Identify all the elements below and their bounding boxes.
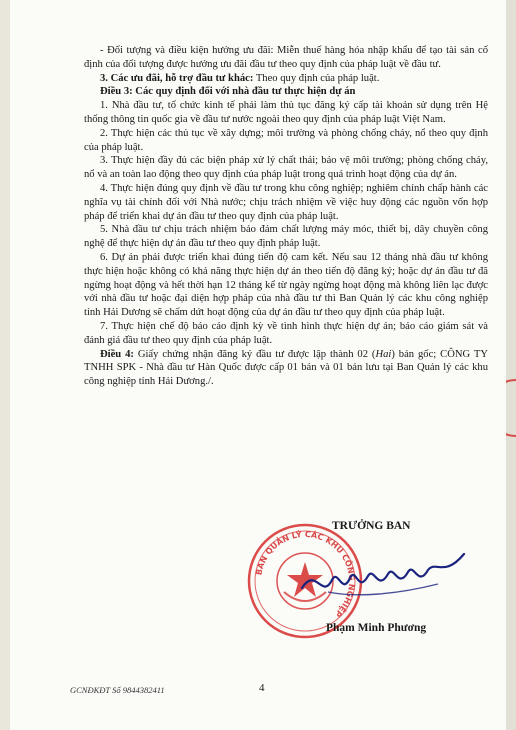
paragraph-item-3: 3. Thực hiện đầy đủ các biện pháp xử lý chất thải; bảo vệ môi trường; phòng chống cháy, nổ và an toàn lao động theo quy định của pháp luật trong quá trình hoạt động của dự án.: [84, 155, 488, 181]
seal-text: BAN QUẢN LÝ CÁC KHU CÔNG NGHIỆP: [254, 529, 357, 619]
document-body: [84, 44, 488, 389]
paragraph-item-7: 7. Thực hiện chế độ báo cáo định kỳ về tình hình thực hiện dự án; báo cáo giám sát và đánh giá đầu tư theo quy định của pháp luật.: [84, 320, 488, 346]
other-incentives-heading: 3. Các ưu đãi, hỗ trợ đầu tư khác:: [100, 72, 254, 84]
article-4-paragraph: [84, 348, 488, 389]
page-number: 4: [259, 682, 265, 694]
article-4-heading: Điều 4:: [100, 348, 134, 360]
paragraph-tax-exemption: - Đối tượng và điều kiện hưởng ưu đãi: Miễn thuế hàng hóa nhập khẩu để tạo tài sản cố định của đối tượng được hưởng ưu đãi đầu tư theo quy định của pháp luật về đầu tư.: [84, 45, 488, 70]
certificate-number: GCNĐKĐT Số 9844382411: [70, 685, 165, 695]
paragraph-item-2: 2. Thực hiện các thủ tục về xây dựng; môi trường và phòng chống cháy, nổ theo quy định của pháp luật.: [84, 127, 488, 153]
edge-seal-fragment-icon: [506, 378, 516, 438]
paragraph-item-1: 1. Nhà đầu tư, tổ chức kinh tế phải làm thủ tục đăng ký cấp tài khoản sử dụng trên Hệ thống thông tin quốc gia về đầu tư nước ngoài theo quy định của pháp luật Việt Nam.: [84, 100, 488, 125]
article-4-text-b: ) bản gốc; CÔNG TY TNHH SPK - Nhà đầu tư Hàn Quốc được cấp 01 bản và 01 bản lưu tại Ban Quản lý các khu công nghiệp tỉnh Hải Dương./.: [84, 348, 488, 388]
handwritten-signature-icon: [298, 548, 468, 608]
paragraph-item-6: 6. Dự án phải được triển khai đúng tiến độ cam kết. Nếu sau 12 tháng nhà đầu tư không thực hiện hoặc không có khả năng thực hiện dự án theo tiến độ đăng ký; hoặc dự án đầu tư đã ngừng hoạt động và hết thời hạn 12 tháng kể từ ngày ngừng hoạt động mà không liên lạc được với nhà đầu tư hoặc đại diện hợp pháp của nhà đầu tư thì Ban Quản lý các khu công nghiệp tỉnh Hải Dương sẽ chấm dứt hoạt động của dự án đầu tư theo quy định của pháp luật.: [84, 251, 488, 319]
signatory-title: TRƯỞNG BAN: [332, 520, 411, 532]
paragraph-item-5: 5. Nhà đầu tư chịu trách nhiệm bảo đảm chất lượng máy móc, thiết bị, dây chuyền công nghệ để thực hiện dự án đầu tư theo quy định pháp luật.: [84, 224, 488, 250]
signatory-name: Phạm Minh Phương: [326, 622, 427, 634]
article-3-heading: Điều 3: Các quy định đối với nhà đầu tư thực hiện dự án: [100, 86, 356, 98]
article-4-text-a: Giấy chứng nhận đăng ký đầu tư được lập thành 02 (: [133, 348, 376, 360]
article-4-text-italic: Hai: [375, 348, 392, 360]
other-incentives-text: Theo quy định của pháp luật.: [253, 72, 380, 84]
paragraph-item-4: 4. Thực hiện đúng quy định về đầu tư trong khu công nghiệp; nghiêm chỉnh chấp hành các nghĩa vụ tài chính đối với Nhà nước; chịu trách nhiệm về việc huy động các nguồn vốn hợp pháp để triển khai dự án đầu tư theo quy định của pháp luật.: [84, 182, 488, 222]
paragraph-other-incentives: [84, 72, 488, 86]
